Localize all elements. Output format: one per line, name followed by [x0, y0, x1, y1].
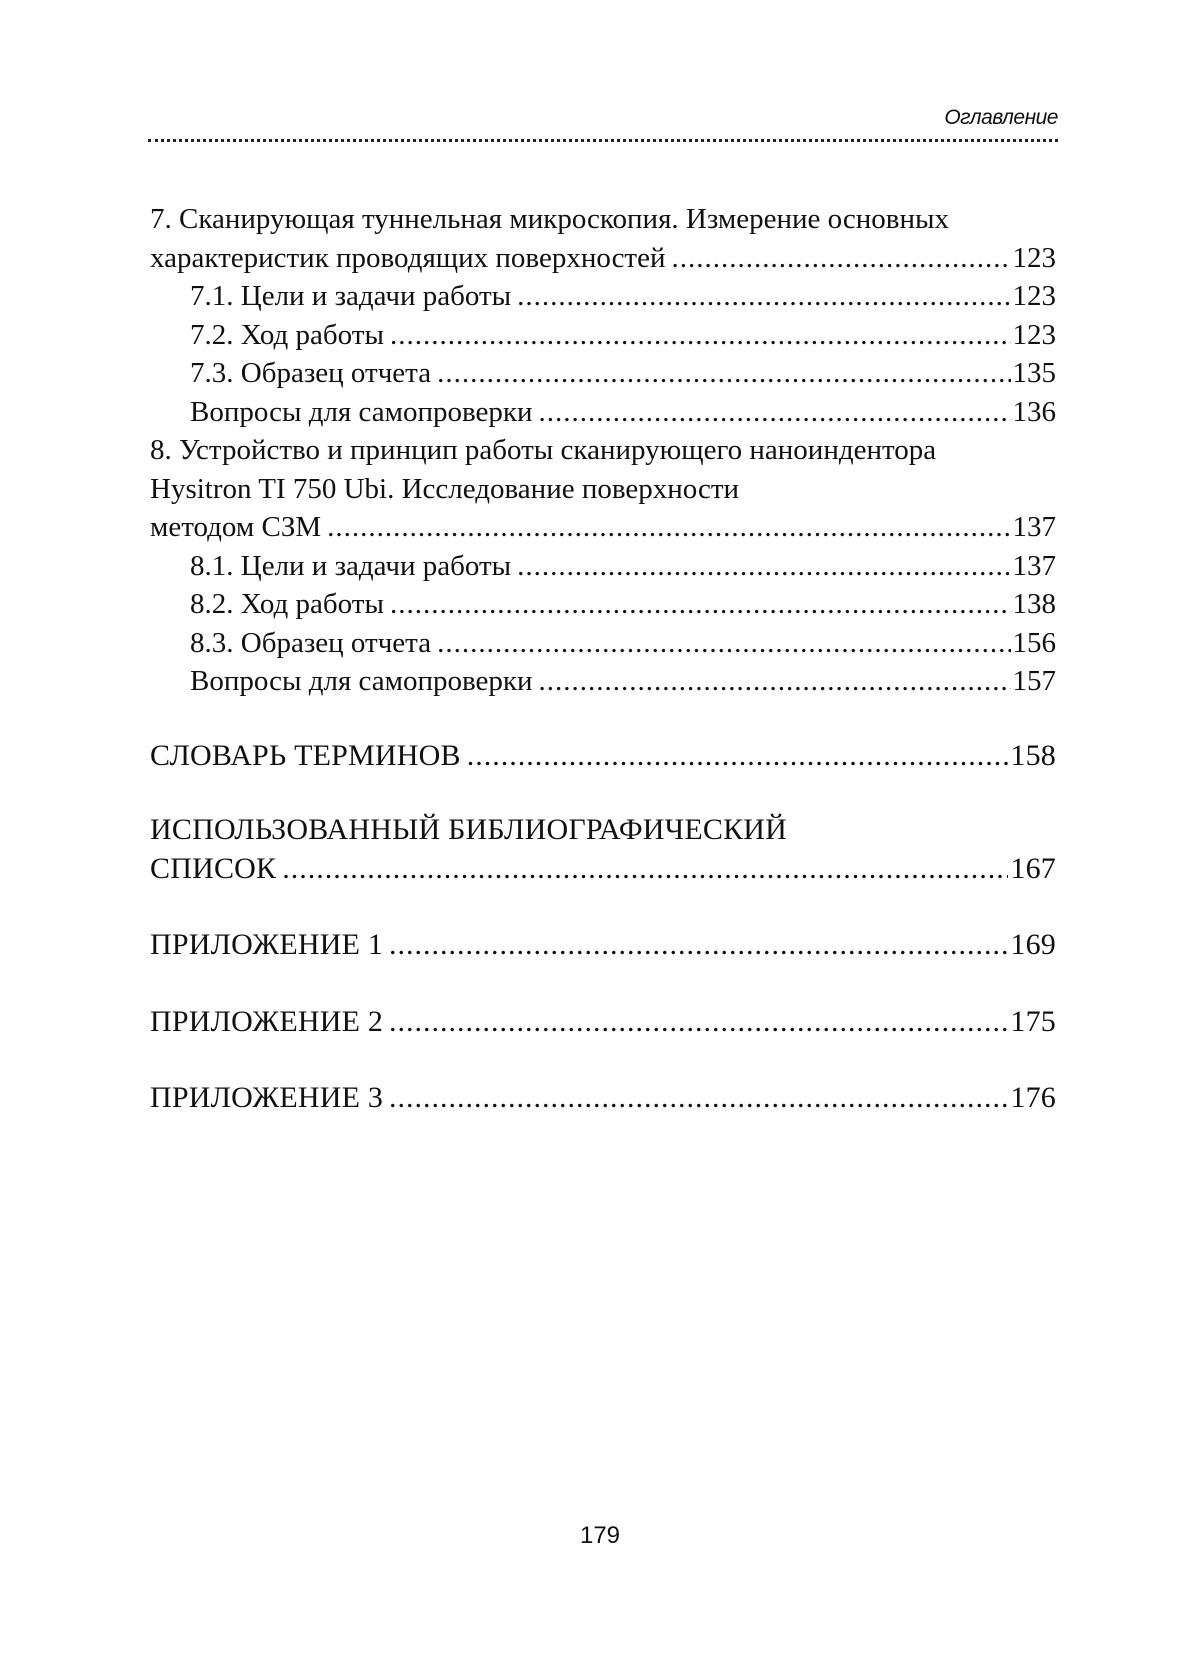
- toc-entry-bibliography[interactable]: [150, 811, 1056, 888]
- toc-page-number: 135: [1012, 357, 1056, 389]
- toc-entry-text: 7.1. Цели и задачи работы: [190, 280, 512, 312]
- toc-page-number: 167: [1010, 851, 1056, 885]
- dot-leader: [517, 547, 1010, 586]
- page-number: 179: [579, 1522, 621, 1549]
- toc-entry-text: СПИСОК: [150, 851, 277, 885]
- toc-entry-chapter-8[interactable]: [150, 431, 1056, 547]
- toc-page-number: 123: [1012, 280, 1056, 312]
- toc-page-number: 123: [1012, 241, 1056, 274]
- toc-page-number: 175: [1010, 1004, 1056, 1038]
- toc-entry-text: 7.3. Образец отчета: [190, 357, 432, 389]
- toc-entry-text: ПРИЛОЖЕНИЕ 2: [150, 1004, 384, 1038]
- dot-leader: [437, 354, 1010, 393]
- toc-entry-7-3[interactable]: [150, 354, 1056, 393]
- toc-entry-glossary[interactable]: [150, 737, 1056, 776]
- dot-leader: [538, 393, 1010, 432]
- toc-page-number: 156: [1012, 626, 1056, 659]
- toc-entry-text: Вопросы для самопроверки: [190, 665, 533, 697]
- dot-leader: [389, 1003, 1008, 1042]
- toc-entry-text: Вопросы для самопроверки: [190, 395, 533, 428]
- toc-page-number: 176: [1010, 1081, 1056, 1114]
- toc-entry-text: 8.2. Ход работы: [190, 588, 384, 620]
- dot-leader: [327, 508, 1010, 547]
- dot-leader: [389, 1079, 1008, 1118]
- toc-entry-text: 8. Устройство и принцип работы сканирующего наноиндентора: [150, 434, 937, 466]
- dot-leader: [672, 239, 1011, 278]
- toc-entry-7-2[interactable]: [150, 316, 1056, 355]
- dot-leader: [390, 316, 1011, 355]
- toc-entry-text: ПРИЛОЖЕНИЕ 1: [150, 928, 384, 961]
- toc-entry-appendix-3[interactable]: [150, 1079, 1056, 1118]
- toc-entry-8-1[interactable]: [150, 547, 1056, 586]
- toc-entry-text: 8.1. Цели и задачи работы: [190, 549, 512, 582]
- dot-leader: [389, 926, 1008, 965]
- toc-entry-8-2[interactable]: [150, 585, 1056, 624]
- toc-entry-text: 7. Сканирующая туннельная микроскопия. Измерение основных: [150, 203, 949, 235]
- toc-entry-text: 8.3. Образец отчета: [190, 626, 432, 659]
- toc-page-number: 137: [1012, 549, 1056, 582]
- dot-leader: [437, 624, 1010, 663]
- dot-leader: [538, 662, 1010, 701]
- dot-leader: [517, 277, 1010, 316]
- running-title: Оглавление: [944, 106, 1058, 129]
- dot-leader: [467, 737, 1009, 776]
- toc-page-number: 136: [1012, 395, 1056, 428]
- table-of-contents: [150, 200, 1056, 1118]
- toc-entry-text: 7.2. Ход работы: [190, 318, 384, 351]
- toc-page-number: 169: [1010, 928, 1056, 961]
- dot-leader: [390, 585, 1011, 624]
- toc-page-number: 137: [1012, 511, 1056, 543]
- toc-page-number: 123: [1012, 318, 1056, 351]
- toc-entry-text: методом СЗМ: [150, 511, 322, 543]
- toc-page-number: 138: [1012, 588, 1056, 620]
- toc-entry-questions-7[interactable]: [150, 393, 1056, 432]
- toc-entry-chapter-7[interactable]: [150, 200, 1056, 277]
- toc-page-number: 157: [1012, 665, 1056, 697]
- toc-entry-appendix-1[interactable]: [150, 926, 1056, 965]
- toc-entry-text: ПРИЛОЖЕНИЕ 3: [150, 1081, 384, 1114]
- header-dotted-rule: [148, 139, 1058, 142]
- toc-entry-7-1[interactable]: [150, 277, 1056, 316]
- toc-entry-appendix-2[interactable]: [150, 1003, 1056, 1042]
- toc-entry-8-3[interactable]: [150, 624, 1056, 663]
- toc-entry-text: характеристик проводящих поверхностей: [150, 241, 666, 274]
- toc-entry-text: ИСПОЛЬЗОВАННЫЙ БИБЛИОГРАФИЧЕСКИЙ: [150, 813, 788, 846]
- toc-page-number: 158: [1010, 738, 1056, 772]
- dot-leader: [282, 850, 1008, 889]
- toc-entry-text: Hysitron TI 750 Ubi. Исследование поверхности: [150, 472, 740, 505]
- toc-entry-questions-8[interactable]: [150, 662, 1056, 701]
- toc-entry-text: СЛОВАРЬ ТЕРМИНОВ: [150, 738, 461, 772]
